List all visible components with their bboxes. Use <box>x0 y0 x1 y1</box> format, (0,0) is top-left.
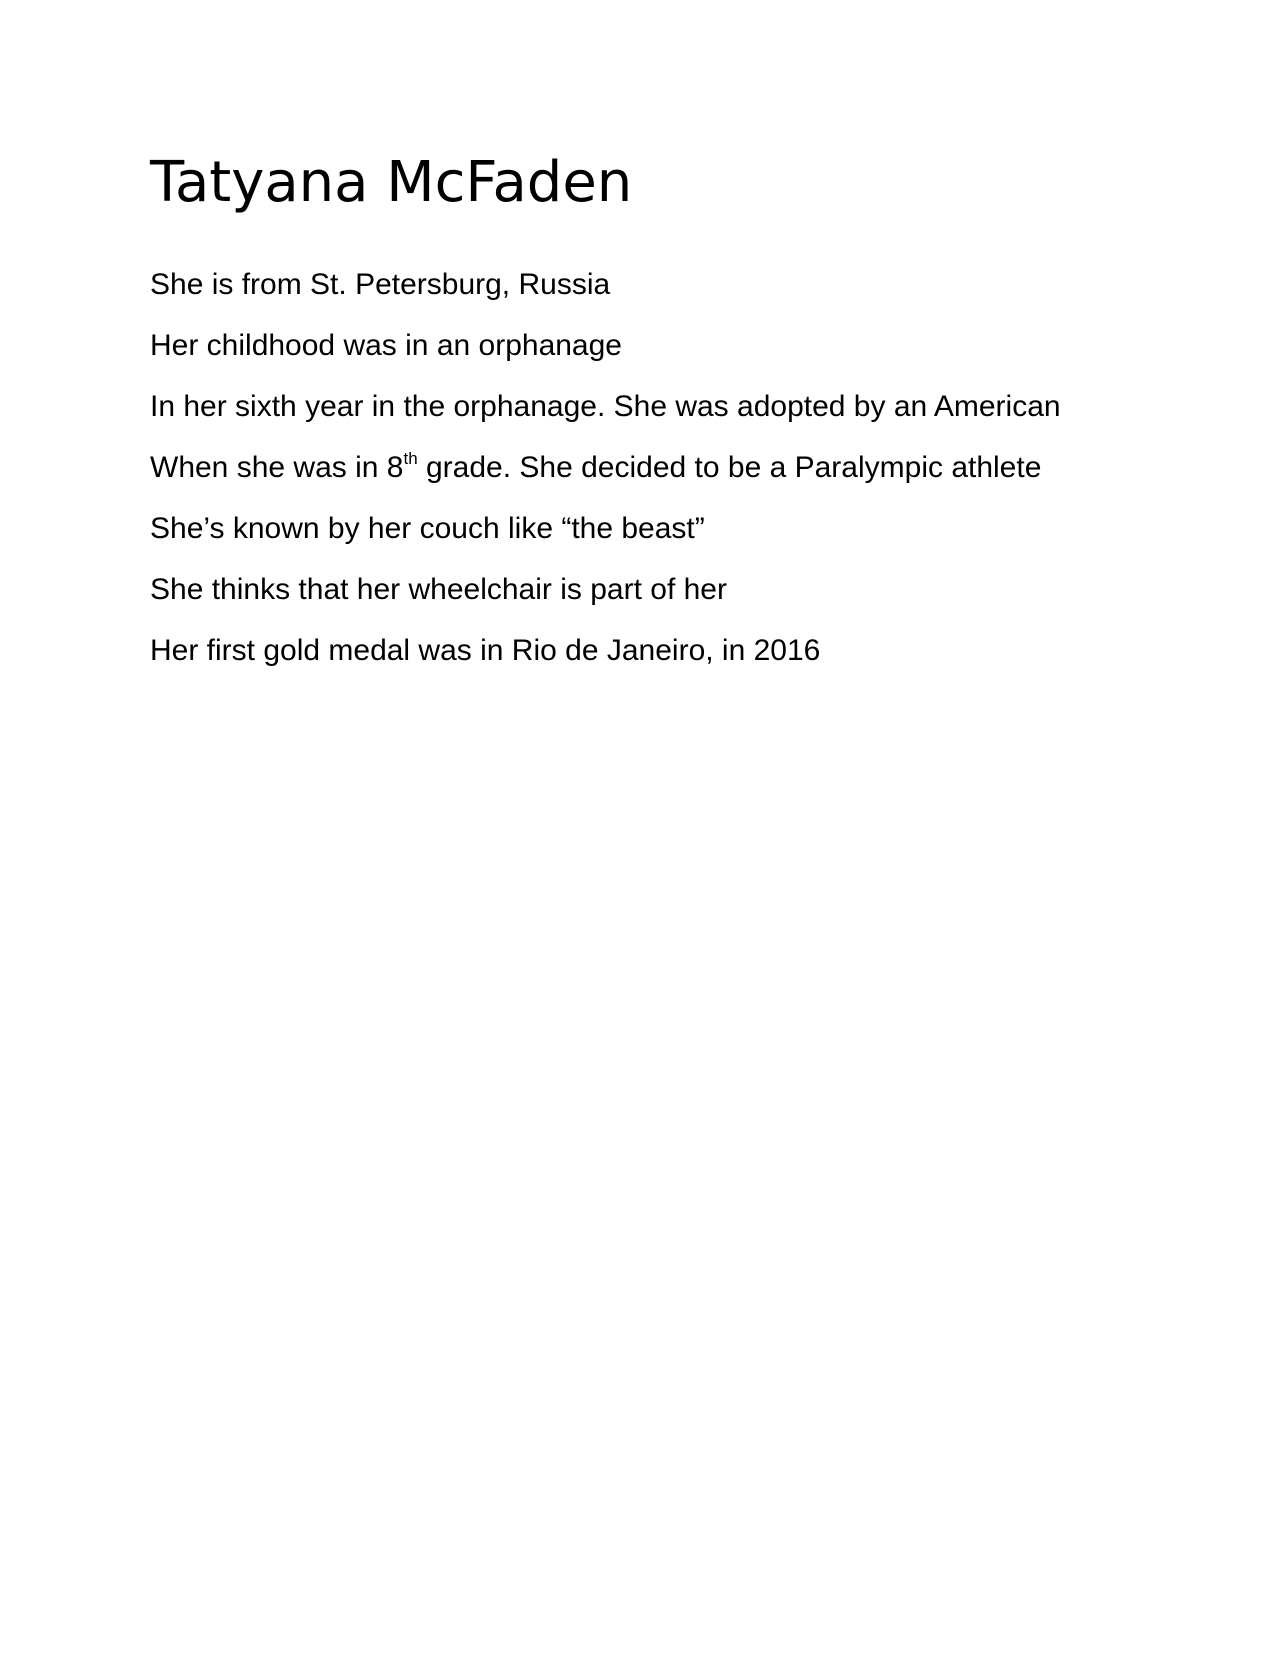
document-body <box>150 265 1150 692</box>
body-line: In her sixth year in the orphanage. She was adopted by an American <box>150 390 1061 423</box>
body-line: Her childhood was in an orphanage <box>150 329 622 362</box>
ordinal-superscript: th <box>403 449 418 468</box>
body-line-text-after: grade. She decided to be a Paralympic athlete <box>417 451 1042 484</box>
body-line: She is from St. Petersburg, Russia <box>150 268 611 301</box>
body-line: Her first gold medal was in Rio de Janeiro, in 2016 <box>150 634 821 667</box>
body-line: She thinks that her wheelchair is part of her <box>150 573 727 606</box>
body-line <box>150 448 1150 488</box>
body-line-text-before: When she was in 8 <box>150 451 404 484</box>
document-title: Tatyana McFaden <box>150 150 633 215</box>
body-line: She’s known by her couch like “the beast” <box>150 512 705 545</box>
